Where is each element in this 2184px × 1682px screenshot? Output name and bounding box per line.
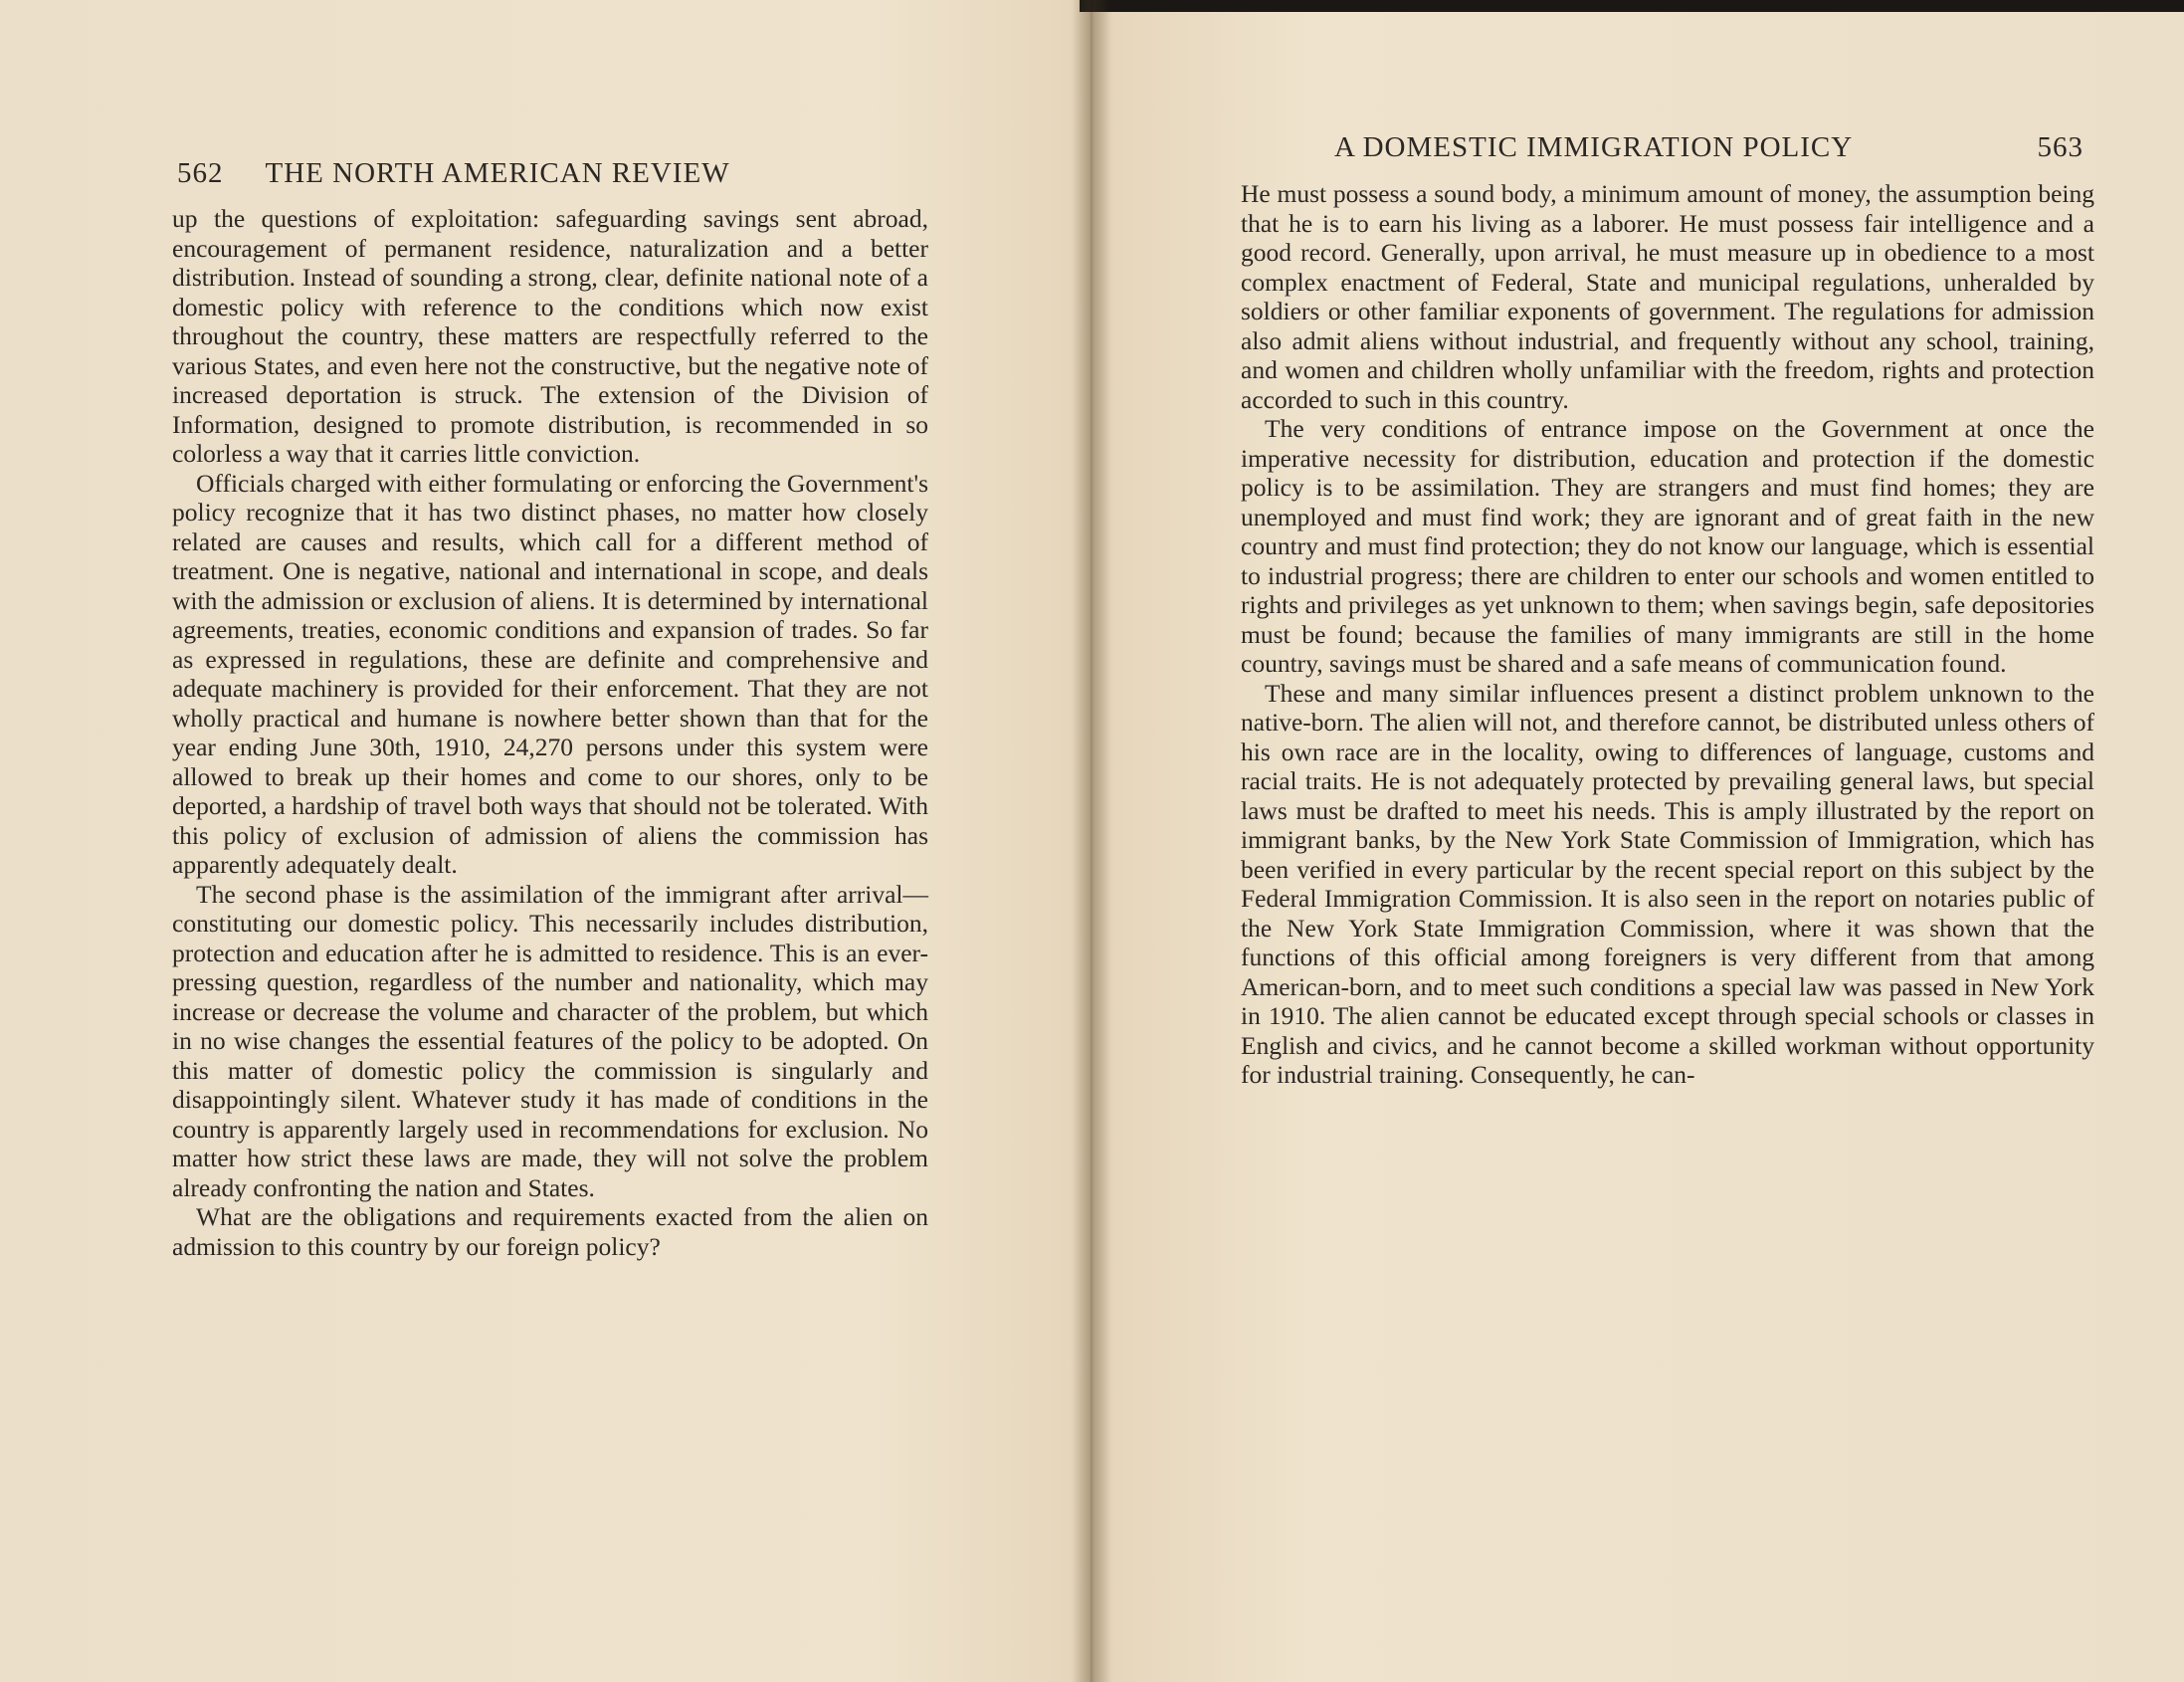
paragraph: What are the obligations and requirements exacted from the alien on admission to this country by our foreign policy? (172, 1202, 928, 1261)
paragraph: The second phase is the assimilation of the immigrant after arrival—constituting our domestic policy. This necessarily includes distribution, protection and education after he is admitted to residence. This is an ever-pressing question, regardless of the number and nationality, which may increase or decrease the volume and character of the problem, but which in no wise changes the essential features of the policy to be adopted. On this matter of domestic policy the commission is singularly and disappointingly silent. Whatever study it has made of conditions in the country is apparently largely used in recommendations for exclusion. No matter how strict these laws are made, they will not solve the problem already confronting the nation and States. (172, 879, 928, 1202)
left-page-body (172, 204, 928, 1261)
right-page (1092, 0, 2184, 1682)
page-number: 562 (177, 157, 224, 189)
paragraph: Officials charged with either formulating or enforcing the Government's policy recognize that it has two distinct phases, no matter how closely related are causes and results, which call for a different method of treatment. One is negative, national and international in scope, and deals with the admission or exclusion of aliens. It is determined by international agreements, treaties, economic conditions and expansion of trades. So far as expressed in regulations, these are definite and comprehensive and adequate machinery is provided for their enforcement. That they are not wholly practical and humane is nowhere better shown than that for the year ending June 30th, 1910, 24,270 persons under this system were allowed to break up their homes and come to our shores, only to be deported, a hardship of travel both ways that should not be tolerated. With this policy of exclusion of admission of aliens the commission has apparently adequately dealt. (172, 468, 928, 879)
page-number: 563 (2037, 131, 2084, 163)
paragraph: up the questions of exploitation: safeguarding savings sent abroad, encouragement of permanent residence, naturalization and a better distribution. Instead of sounding a strong, clear, definite national note of a domestic policy with reference to the conditions which now exist throughout the country, these matters are respectfully referred to the various States, and even here not the constructive, but the negative note of increased deportation is struck. The extension of the Division of Information, designed to promote distribution, is recommended in so colorless a way that it carries little conviction. (172, 204, 928, 468)
right-page-header (1334, 131, 2084, 164)
running-head: A DOMESTIC IMMIGRATION POLICY (1334, 131, 1854, 163)
right-page-body (1241, 179, 2094, 1090)
paragraph: The very conditions of entrance impose on the Government at once the imperative necessity for distribution, education and protection if the domestic policy is to be assimilation. They are strangers and must find homes; they are unemployed and must find work; they are ignorant and of great faith in the new country and must find protection; they do not know our language, which is essential to industrial progress; there are children to enter our schools and women entitled to rights and privileges as yet unknown to them; when savings begin, safe depositories must be found; because the families of many immigrants are still in the home country, savings must be shared and a safe means of communication found. (1241, 414, 2094, 678)
paragraph: These and many similar influences present a distinct problem unknown to the native-born. The alien will not, and therefore cannot, be distributed unless others of his own race are in the locality, owing to differences of language, customs and racial traits. He is not adequately protected by prevailing general laws, but special laws must be drafted to meet his needs. This is amply illustrated by the report on immigrant banks, by the New York State Commission of Immigration, which has been verified in every particular by the recent special report on this subject by the Federal Immigration Commission. It is also seen in the report on notaries public of the New York State Immigration Commission, where it was shown that the functions of this official among foreigners is very different from that among American-born, and to meet such conditions a special law was passed in New York in 1910. The alien cannot be educated except through special schools or classes in English and civics, and he cannot become a skilled workman without opportunity for industrial training. Consequently, he can- (1241, 678, 2094, 1089)
left-page-header (177, 157, 933, 190)
running-head: THE NORTH AMERICAN REVIEW (265, 157, 730, 189)
paragraph: He must possess a sound body, a minimum amount of money, the assumption being that he is to earn his living as a laborer. He must possess fair intelligence and a good record. Generally, upon arrival, he must measure up in obedience to a most complex enactment of Federal, State and municipal regulations, unheralded by soldiers or other familiar exponents of government. The regulations for admission also admit aliens without industrial, and frequently without any school, training, and women and children wholly unfamiliar with the freedom, rights and protection accorded to such in this country. (1241, 179, 2094, 414)
